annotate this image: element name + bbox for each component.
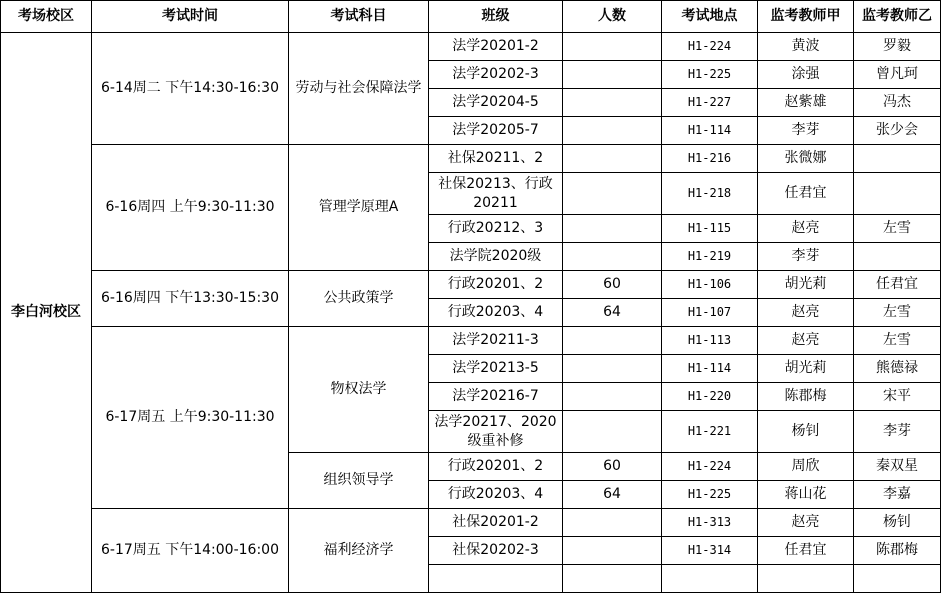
teacher-b-cell: 左雪 <box>854 327 941 355</box>
teacher-a-cell: 蒋山花 <box>758 481 854 509</box>
count-cell <box>563 537 662 565</box>
teacher-a-cell: 涂强 <box>758 61 854 89</box>
location-cell: H1-225 <box>662 481 758 509</box>
count-cell <box>563 61 662 89</box>
class-cell: 行政20212、3 <box>429 215 563 243</box>
class-cell: 法学20213-5 <box>429 355 563 383</box>
teacher-a-cell: 张微娜 <box>758 145 854 173</box>
class-cell: 法学20204-5 <box>429 89 563 117</box>
teacher-b-cell <box>854 173 941 215</box>
header-row <box>1 1 941 33</box>
teacher-b-cell: 宋平 <box>854 383 941 411</box>
teacher-b-cell: 秦双星 <box>854 453 941 481</box>
class-cell: 行政20201、2 <box>429 453 563 481</box>
location-cell: H1-114 <box>662 117 758 145</box>
teacher-a-cell: 任君宜 <box>758 173 854 215</box>
teacher-a-cell: 胡光莉 <box>758 355 854 383</box>
teacher-a-cell: 杨钊 <box>758 411 854 453</box>
teacher-b-cell <box>854 243 941 271</box>
header-teacher-a: 监考教师甲 <box>758 1 854 33</box>
count-cell <box>563 355 662 383</box>
teacher-b-cell: 李嘉 <box>854 481 941 509</box>
teacher-b-cell: 左雪 <box>854 215 941 243</box>
class-cell: 社保20201-2 <box>429 509 563 537</box>
count-cell <box>563 215 662 243</box>
class-cell: 社保20211、2 <box>429 145 563 173</box>
time-cell: 6-16周四 下午13:30-15:30 <box>92 271 289 327</box>
header-campus: 考场校区 <box>1 1 92 33</box>
teacher-a-cell: 赵紫雄 <box>758 89 854 117</box>
teacher-b-cell: 李芽 <box>854 411 941 453</box>
teacher-b-cell: 罗毅 <box>854 33 941 61</box>
subject-cell: 物权法学 <box>289 327 429 453</box>
location-cell: H1-224 <box>662 33 758 61</box>
location-cell: H1-224 <box>662 453 758 481</box>
time-cell: 6-14周二 下午14:30-16:30 <box>92 33 289 145</box>
location-cell: H1-114 <box>662 355 758 383</box>
count-cell <box>563 411 662 453</box>
teacher-b-cell: 熊德禄 <box>854 355 941 383</box>
count-cell <box>563 89 662 117</box>
teacher-b-cell <box>854 565 941 593</box>
table-row <box>1 145 941 173</box>
location-cell: H1-314 <box>662 537 758 565</box>
count-cell <box>563 243 662 271</box>
teacher-b-cell: 张少会 <box>854 117 941 145</box>
class-cell: 行政20201、2 <box>429 271 563 299</box>
count-cell <box>563 173 662 215</box>
header-subject: 考试科目 <box>289 1 429 33</box>
count-cell <box>563 117 662 145</box>
class-cell <box>429 565 563 593</box>
class-cell: 法学20202-3 <box>429 61 563 89</box>
count-cell: 60 <box>563 271 662 299</box>
campus-cell: 李白河校区 <box>1 33 92 593</box>
teacher-b-cell: 曾凡珂 <box>854 61 941 89</box>
teacher-a-cell: 李芽 <box>758 243 854 271</box>
class-cell: 法学20217、2020级重补修 <box>429 411 563 453</box>
count-cell <box>563 327 662 355</box>
teacher-a-cell: 胡光莉 <box>758 271 854 299</box>
count-cell <box>563 565 662 593</box>
teacher-a-cell: 赵亮 <box>758 509 854 537</box>
location-cell: H1-220 <box>662 383 758 411</box>
subject-cell: 劳动与社会保障法学 <box>289 33 429 145</box>
teacher-a-cell: 黄波 <box>758 33 854 61</box>
subject-cell: 管理学原理A <box>289 145 429 271</box>
header-location: 考试地点 <box>662 1 758 33</box>
location-cell: H1-113 <box>662 327 758 355</box>
location-cell: H1-225 <box>662 61 758 89</box>
table-row <box>1 33 941 61</box>
header-teacher-b: 监考教师乙 <box>854 1 941 33</box>
subject-cell: 公共政策学 <box>289 271 429 327</box>
location-cell: H1-216 <box>662 145 758 173</box>
location-cell <box>662 565 758 593</box>
table-row <box>1 271 941 299</box>
location-cell: H1-107 <box>662 299 758 327</box>
table-row <box>1 509 941 537</box>
teacher-b-cell: 左雪 <box>854 299 941 327</box>
class-cell: 行政20203、4 <box>429 299 563 327</box>
teacher-a-cell: 赵亮 <box>758 299 854 327</box>
header-class: 班级 <box>429 1 563 33</box>
location-cell: H1-115 <box>662 215 758 243</box>
teacher-a-cell: 周欣 <box>758 453 854 481</box>
teacher-a-cell: 李芽 <box>758 117 854 145</box>
class-cell: 社保20213、行政20211 <box>429 173 563 215</box>
count-cell <box>563 33 662 61</box>
class-cell: 法学20201-2 <box>429 33 563 61</box>
subject-cell: 组织领导学 <box>289 453 429 509</box>
count-cell: 60 <box>563 453 662 481</box>
location-cell: H1-219 <box>662 243 758 271</box>
count-cell <box>563 383 662 411</box>
time-cell: 6-16周四 上午9:30-11:30 <box>92 145 289 271</box>
header-time: 考试时间 <box>92 1 289 33</box>
class-cell: 法学20211-3 <box>429 327 563 355</box>
count-cell: 64 <box>563 481 662 509</box>
count-cell: 64 <box>563 299 662 327</box>
table-row <box>1 327 941 355</box>
count-cell <box>563 509 662 537</box>
teacher-a-cell: 任君宜 <box>758 537 854 565</box>
class-cell: 法学20205-7 <box>429 117 563 145</box>
teacher-b-cell: 冯杰 <box>854 89 941 117</box>
class-cell: 法学20216-7 <box>429 383 563 411</box>
location-cell: H1-218 <box>662 173 758 215</box>
teacher-b-cell <box>854 145 941 173</box>
teacher-b-cell: 任君宜 <box>854 271 941 299</box>
location-cell: H1-221 <box>662 411 758 453</box>
teacher-a-cell: 赵亮 <box>758 215 854 243</box>
class-cell: 社保20202-3 <box>429 537 563 565</box>
location-cell: H1-313 <box>662 509 758 537</box>
teacher-a-cell: 赵亮 <box>758 327 854 355</box>
teacher-a-cell <box>758 565 854 593</box>
teacher-b-cell: 杨钊 <box>854 509 941 537</box>
class-cell: 法学院2020级 <box>429 243 563 271</box>
time-cell: 6-17周五 下午14:00-16:00 <box>92 509 289 593</box>
count-cell <box>563 145 662 173</box>
location-cell: H1-227 <box>662 89 758 117</box>
time-cell: 6-17周五 上午9:30-11:30 <box>92 327 289 509</box>
class-cell: 行政20203、4 <box>429 481 563 509</box>
location-cell: H1-106 <box>662 271 758 299</box>
teacher-b-cell: 陈郡梅 <box>854 537 941 565</box>
subject-cell: 福利经济学 <box>289 509 429 593</box>
teacher-a-cell: 陈郡梅 <box>758 383 854 411</box>
header-count: 人数 <box>563 1 662 33</box>
